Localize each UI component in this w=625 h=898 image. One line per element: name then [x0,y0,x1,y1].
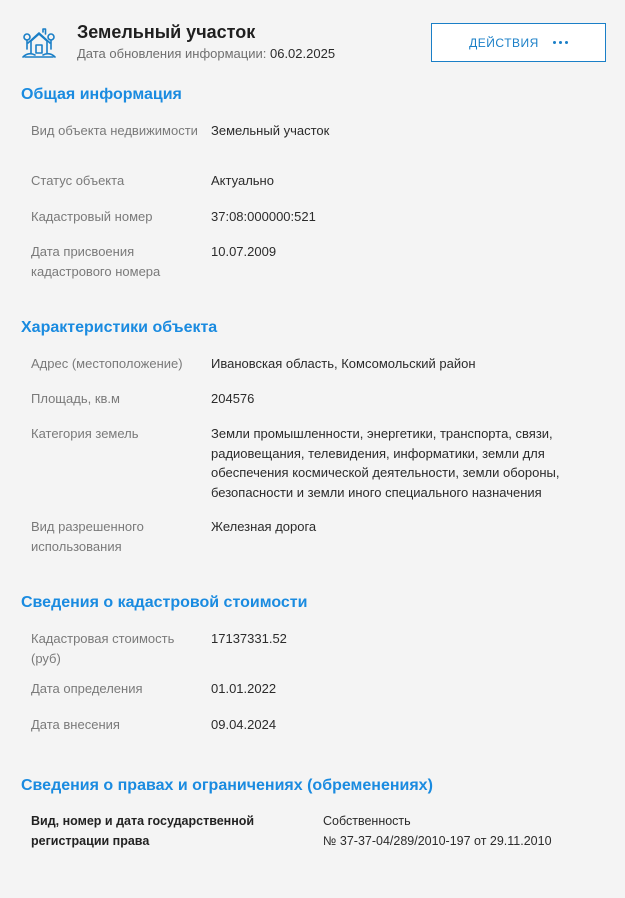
info-value: 10.07.2009 [211,244,277,259]
info-label: Статус объекта [31,173,125,188]
info-label: Категория земель [31,426,139,441]
header [0,0,625,75]
info-label: Дата определения [31,681,143,696]
info-value: Ивановская область, Комсомольский район [211,356,476,371]
actions-button[interactable] [431,23,606,62]
info-value: Земли промышленности, энергетики, транспорта, связи, радиовещания, телевидения, информатики, земли для обеспечения космической деятельности, земли обороны, безопасности и земли иного специального назначения [211,426,560,500]
info-value: 204576 [211,391,255,406]
info-label: Адрес (местоположение) [31,356,183,371]
info-label: Дата внесения [31,717,120,732]
section-title-rights: Сведения о правах и ограничениях (обременениях) [21,777,433,794]
info-label: Площадь, кв.м [31,391,120,406]
section-title-cadastral-value: Сведения о кадастровой стоимости [21,594,308,611]
more-dots-icon [553,41,568,44]
info-label: Кадастровая стоимость (руб) [31,631,175,666]
house-land-icon [21,27,57,59]
info-label: Вид разрешенного использования [31,519,144,554]
info-label: Вид объекта недвижимости [31,123,198,138]
info-value: 17137331.52 [211,631,287,646]
info-value: Актуально [211,173,274,188]
update-label: Дата обновления информации: [77,46,267,61]
rights-type: Собственность [323,814,411,828]
actions-button-label: ДЕЙСТВИЯ [469,35,539,50]
info-label: Дата присвоения кадастрового номера [31,244,161,279]
info-value: 37:08:000000:521 [211,209,316,224]
rights-registration-number: № 37-37-04/289/2010-197 от 29.11.2010 [323,834,552,848]
update-info [77,46,335,61]
section-title-characteristics: Характеристики объекта [21,319,218,336]
update-date: 06.02.2025 [269,46,336,61]
info-value: 09.04.2024 [211,717,277,732]
info-value: Железная дорога [211,519,317,534]
info-value: 01.01.2022 [211,681,277,696]
page-title: Земельный участок [77,22,256,42]
rights-label: Вид, номер и дата государственной регистрации права [31,814,255,848]
info-value: Земельный участок [211,123,330,138]
rights-value [323,811,613,851]
info-label: Кадастровый номер [31,209,153,224]
section-title-general: Общая информация [21,86,182,103]
